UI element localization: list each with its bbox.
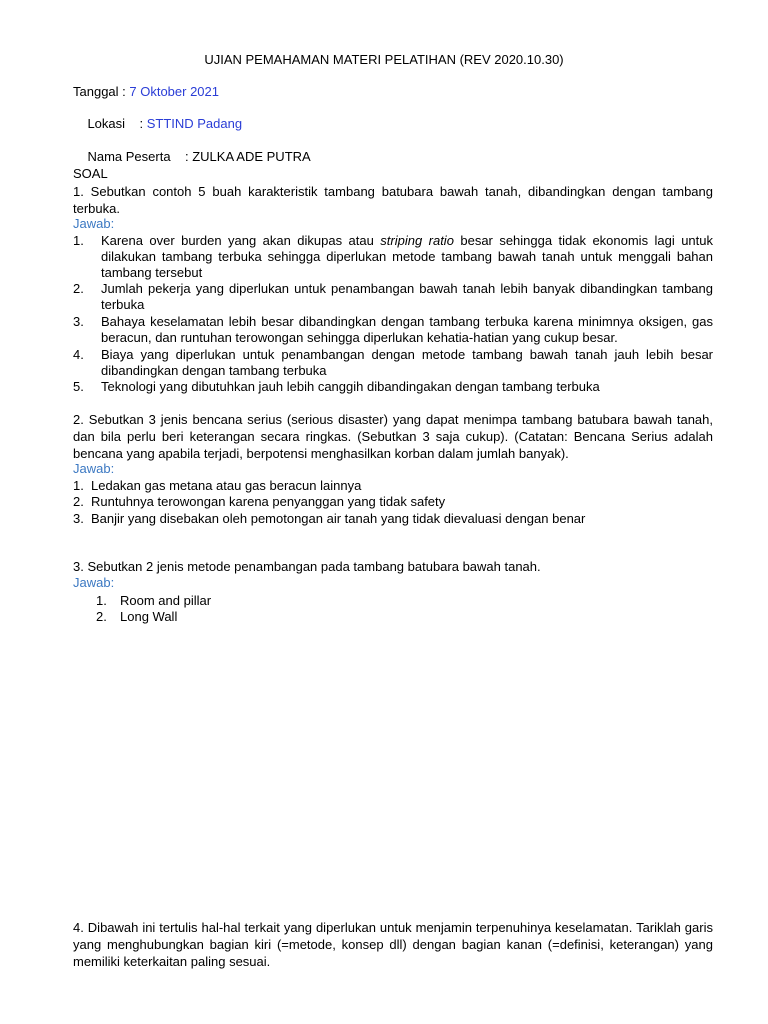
document-title: UJIAN PEMAHAMAN MATERI PELATIHAN (REV 2020.10.30) [204, 52, 564, 67]
q1-answer-3-num: 3. [73, 314, 84, 329]
jawab-label-1: Jawab: [73, 216, 115, 231]
question-2: 2. Sebutkan 3 jenis bencana serius (serious disaster) yang dapat menimpa tambang batubara bawah tanah, dan bila perlu beri keterangan secara ringkas. (Sebutkan 3 saja cukup). (Catatan: Bencana Serius adalah bencana yang apabila terjadi, berpotensi menghasilkan korban dalam jumlah banyak). [73, 412, 713, 461]
q2-answer-3-text: Banjir yang disebakan oleh pemotongan air tanah yang tidak dievaluasi dengan benar [91, 511, 586, 526]
tanggal-line [73, 84, 219, 99]
q2-answer-2-text: Runtuhnya terowongan karena penyanggan yang tidak safety [91, 494, 446, 509]
jawab-label-2: Jawab: [73, 461, 115, 476]
jawab-label-3: Jawab: [73, 575, 115, 590]
q1-answer-1-text: Karena over burden yang akan dikupas atau striping ratio besar sehingga tidak ekonomis lagi untuk dilakukan tambang terbuka sehingga diperlukan metode tambang bawah tanah untuk menggali bahan tambang tersebut [101, 233, 713, 280]
peserta-value: ZULKA ADE PUTRA [192, 149, 311, 164]
q1-answer-5-num: 5. [73, 379, 84, 394]
peserta-label: Nama Peserta : [87, 149, 193, 164]
q1-answer-2-text: Jumlah pekerja yang diperlukan untuk penambangan bawah tanah lebih banyak dibandingkan tambang terbuka [101, 281, 713, 312]
q3-answer-1-text: Room and pillar [120, 593, 212, 608]
q3-answer-2-text: Long Wall [120, 609, 178, 624]
q2-answer-1-text: Ledakan gas metana atau gas beracun lainnya [91, 478, 362, 493]
q1-answer-4-num: 4. [73, 347, 84, 362]
peserta-line [73, 134, 311, 179]
q3-answer-2-num: 2. [96, 609, 107, 624]
question-1: 1. Sebutkan contoh 5 buah karakteristik tambang batubara bawah tanah, dibandingkan dengan tambang terbuka. [73, 184, 713, 216]
q1-answer-5-text: Teknologi yang dibutuhkan jauh lebih canggih dibandingakan dengan tambang terbuka [101, 379, 600, 394]
q1-answer-1-num: 1. [73, 233, 84, 248]
q1-answer-3-text: Bahaya keselamatan lebih besar dibandingkan dengan tambang terbuka karena minimnya oksigen, gas beracun, dan runtuhan terowongan sehingga diperlukan kehatia-hatian yang cukup besar. [101, 314, 713, 345]
q2-answer-2-num: 2. [73, 494, 84, 509]
question-4: 4. Dibawah ini tertulis hal-hal terkait yang diperlukan untuk menjamin terpenuhinya keselamatan. Tariklah garis yang menghubungkan bagian kiri (=metode, konsep dll) dengan bagian kanan (=definisi, keterangan) yang memiliki keterkaitan paling sesuai. [73, 920, 713, 969]
q3-answer-1-num: 1. [96, 593, 107, 608]
lokasi-value: STTIND Padang [146, 116, 243, 131]
q1-answer-2-num: 2. [73, 281, 84, 296]
q1-answer-4-text: Biaya yang diperlukan untuk penambangan dengan metode tambang bawah tanah jauh lebih besar dibandingkan dengan tambang terbuka [101, 347, 713, 378]
q2-answer-3-num: 3. [73, 511, 84, 526]
q2-answer-1-num: 1. [73, 478, 84, 493]
tanggal-value: 7 Oktober 2021 [129, 84, 219, 99]
lokasi-label: Lokasi : [87, 116, 147, 131]
question-3: 3. Sebutkan 2 jenis metode penambangan pada tambang batubara bawah tanah. [73, 559, 541, 574]
soal-heading: SOAL [73, 166, 108, 181]
tanggal-label: Tanggal : [73, 84, 130, 99]
